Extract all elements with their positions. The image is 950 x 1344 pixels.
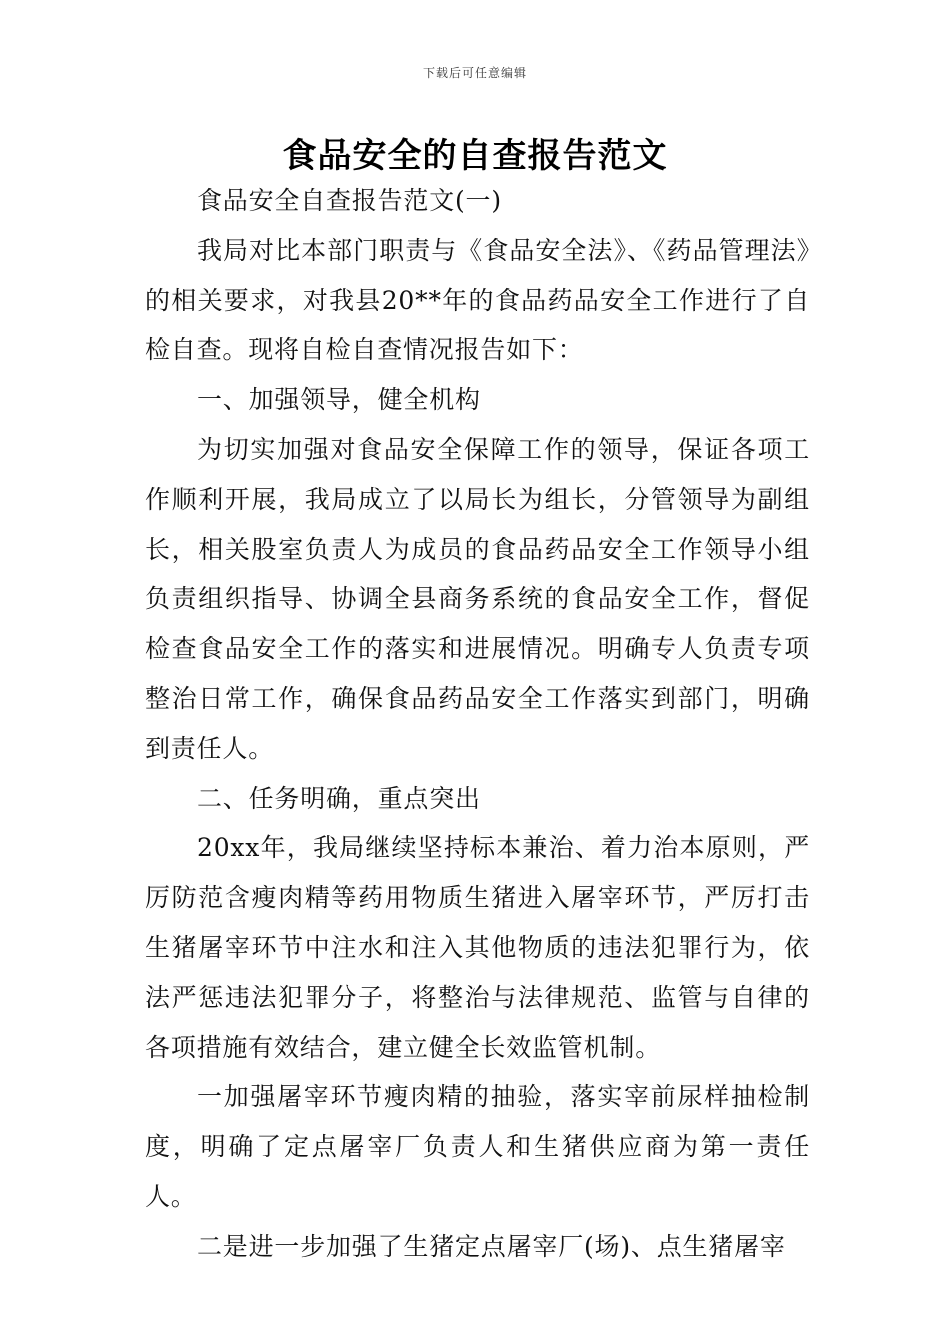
- paragraph-point-1: 一加强屠宰环节瘦肉精的抽验，落实宰前尿样抽检制度，明确了定点屠宰厂负责人和生猪供应商为第一责任人。: [145, 1082, 810, 1211]
- document-title: 食品安全的自查报告范文: [282, 136, 668, 176]
- section-heading-2: 二、任务明确，重点突出: [197, 783, 481, 813]
- section-heading-1: 一、加强领导，健全机构: [197, 385, 481, 415]
- paragraph-intro: 我局对比本部门职责与《食品安全法》、《药品管理法》的相关要求，对我县20**年的食品药品安全工作进行了自检自查。现将自检自查情况报告如下：: [145, 235, 810, 365]
- header-note: 下载后可任意编辑: [422, 66, 527, 80]
- paragraph-point-2: 二是进一步加强了生猪定点屠宰厂(场)、点生猪屠宰: [197, 1231, 786, 1261]
- section-subtitle: 食品安全自查报告范文(一): [197, 186, 502, 215]
- document-body: [145, 176, 810, 1272]
- paragraph-tasks: 20xx年，我局继续坚持标本兼治、着力治本原则，严厉防范含瘦肉精等药用物质生猪进入屠宰环节，严厉打击生猪屠宰环节中注水和注入其他物质的违法犯罪行为，依法严惩违法犯罪分子，将整治与法律规范、监管与自律的各项措施有效结合，建立健全长效监管机制。: [145, 833, 810, 1062]
- paragraph-leadership: 为切实加强对食品安全保障工作的领导，保证各项工作顺利开展，我局成立了以局长为组长，分管领导为副组长，相关股室负责人为成员的食品药品安全工作领导小组负责组织指导、协调全县商务系统的食品安全工作，督促检查食品安全工作的落实和进展情况。明确专人负责专项整治日常工作，确保食品药品安全工作落实到部门，明确到责任人。: [145, 434, 810, 763]
